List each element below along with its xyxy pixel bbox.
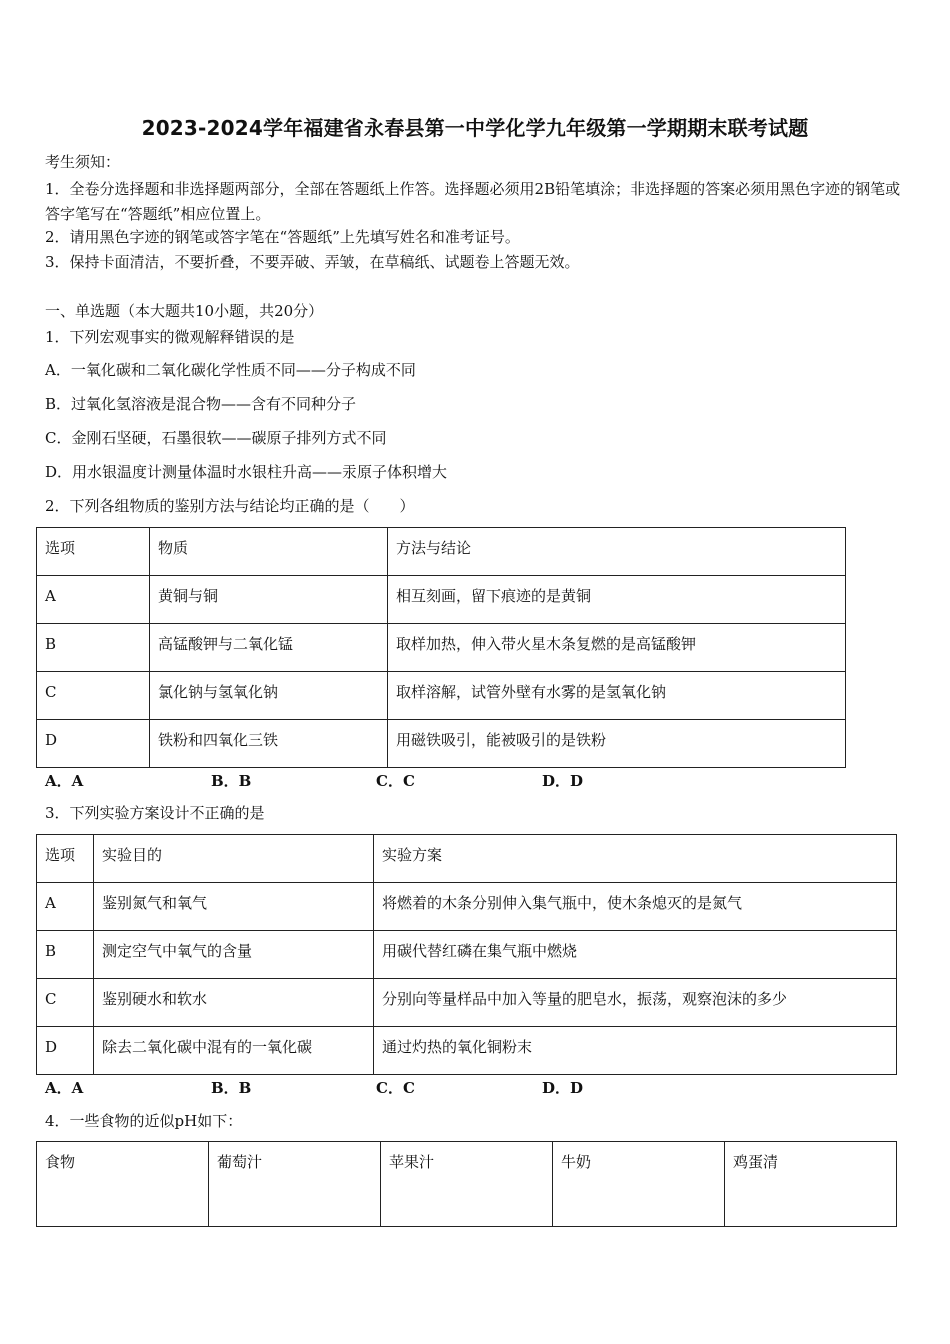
table-header-cell: 物质 [150,528,388,576]
table-row [37,1027,897,1075]
choice-c: C．C [376,772,415,790]
table-cell: 黄铜与铜 [150,576,388,624]
table-cell: 鉴别氮气和氧气 [94,883,374,931]
question-3-stem: 3．下列实验方案设计不正确的是 [45,804,265,822]
question-2-table [36,527,846,768]
choice-b: B．B [211,1079,252,1097]
question-1-option-d: D．用水银温度计测量体温时水银柱升高——汞原子体积增大 [45,463,448,481]
table-header-cell: 食物 [37,1142,209,1227]
question-3-choices [45,1077,745,1097]
table-row [37,979,897,1027]
exam-title: 2023-2024学年福建省永春县第一中学化学九年级第一学期期末联考试题 [141,116,809,140]
table-header-cell: 选项 [37,835,94,883]
table-cell: 通过灼热的氧化铜粉末 [374,1027,897,1075]
table-cell: C [37,672,150,720]
table-cell: 将燃着的木条分别伸入集气瓶中，使木条熄灭的是氮气 [374,883,897,931]
table-cell: D [37,1027,94,1075]
table-header-cell: 苹果汁 [381,1142,553,1227]
table-header-cell: 方法与结论 [388,528,846,576]
table-cell: A [37,576,150,624]
table-cell: 相互刻画，留下痕迹的是黄铜 [388,576,846,624]
table-cell: A [37,883,94,931]
table-cell: 取样溶解，试管外壁有水雾的是氢氧化钠 [388,672,846,720]
table-row [37,931,897,979]
table-header-row [37,835,897,883]
table-header-cell: 葡萄汁 [209,1142,381,1227]
table-row [37,624,846,672]
choice-a: A．A [45,772,84,790]
table-cell: C [37,979,94,1027]
table-header-cell: 选项 [37,528,150,576]
table-header-cell: 鸡蛋清 [725,1142,897,1227]
table-cell: 用磁铁吸引，能被吸引的是铁粉 [388,720,846,768]
question-2-choices [45,770,745,790]
table-header-cell: 实验目的 [94,835,374,883]
question-4-stem: 4．一些食物的近似pH如下： [45,1112,243,1130]
table-cell: 取样加热，伸入带火星木条复燃的是高锰酸钾 [388,624,846,672]
table-row [37,883,897,931]
table-cell: 鉴别硬水和软水 [94,979,374,1027]
choice-a: A．A [45,1079,84,1097]
table-header-cell: 实验方案 [374,835,897,883]
question-1-stem: 1．下列宏观事实的微观解释错误的是 [45,328,295,346]
choice-d: D．D [542,772,584,790]
table-header-row [37,528,846,576]
choice-d: D．D [542,1079,584,1097]
table-cell: B [37,624,150,672]
question-3-table [36,834,897,1075]
section-heading: 一、单选题（本大题共10小题，共20分） [45,302,324,320]
notice-item-3: 3．保持卡面清洁，不要折叠，不要弄破、弄皱，在草稿纸、试题卷上答题无效。 [45,253,580,271]
table-row [37,720,846,768]
table-cell: 用碳代替红磷在集气瓶中燃烧 [374,931,897,979]
question-1-option-b: B．过氧化氢溶液是混合物——含有不同种分子 [45,395,357,413]
table-row [37,576,846,624]
table-cell: 测定空气中氧气的含量 [94,931,374,979]
table-cell: 氯化钠与氢氧化钠 [150,672,388,720]
table-cell: 分别向等量样品中加入等量的肥皂水，振荡，观察泡沫的多少 [374,979,897,1027]
choice-b: B．B [211,772,252,790]
table-header-row [37,1142,897,1227]
table-cell: 除去二氧化碳中混有的一氧化碳 [94,1027,374,1075]
table-row [37,672,846,720]
table-cell: D [37,720,150,768]
table-cell: 铁粉和四氧化三铁 [150,720,388,768]
question-4-table [36,1141,897,1227]
notice-item-1: 1．全卷分选择题和非选择题两部分，全部在答题纸上作答。选择题必须用2B铅笔填涂；非选择题的答案必须用黑色字迹的钢笔或答字笔写在“答题纸”相应位置上。 [45,180,901,223]
question-2-stem: 2．下列各组物质的鉴别方法与结论均正确的是（ ） [45,497,415,515]
notice-item-2: 2．请用黑色字迹的钢笔或答字笔在“答题纸”上先填写姓名和准考证号。 [45,228,520,246]
question-1-option-a: A．一氧化碳和二氧化碳化学性质不同——分子构成不同 [45,361,416,379]
table-cell: B [37,931,94,979]
table-cell: 高锰酸钾与二氧化锰 [150,624,388,672]
question-1-option-c: C．金刚石坚硬，石墨很软——碳原子排列方式不同 [45,429,387,447]
choice-c: C．C [376,1079,415,1097]
notice-heading: 考生须知： [45,153,121,171]
table-header-cell: 牛奶 [553,1142,725,1227]
